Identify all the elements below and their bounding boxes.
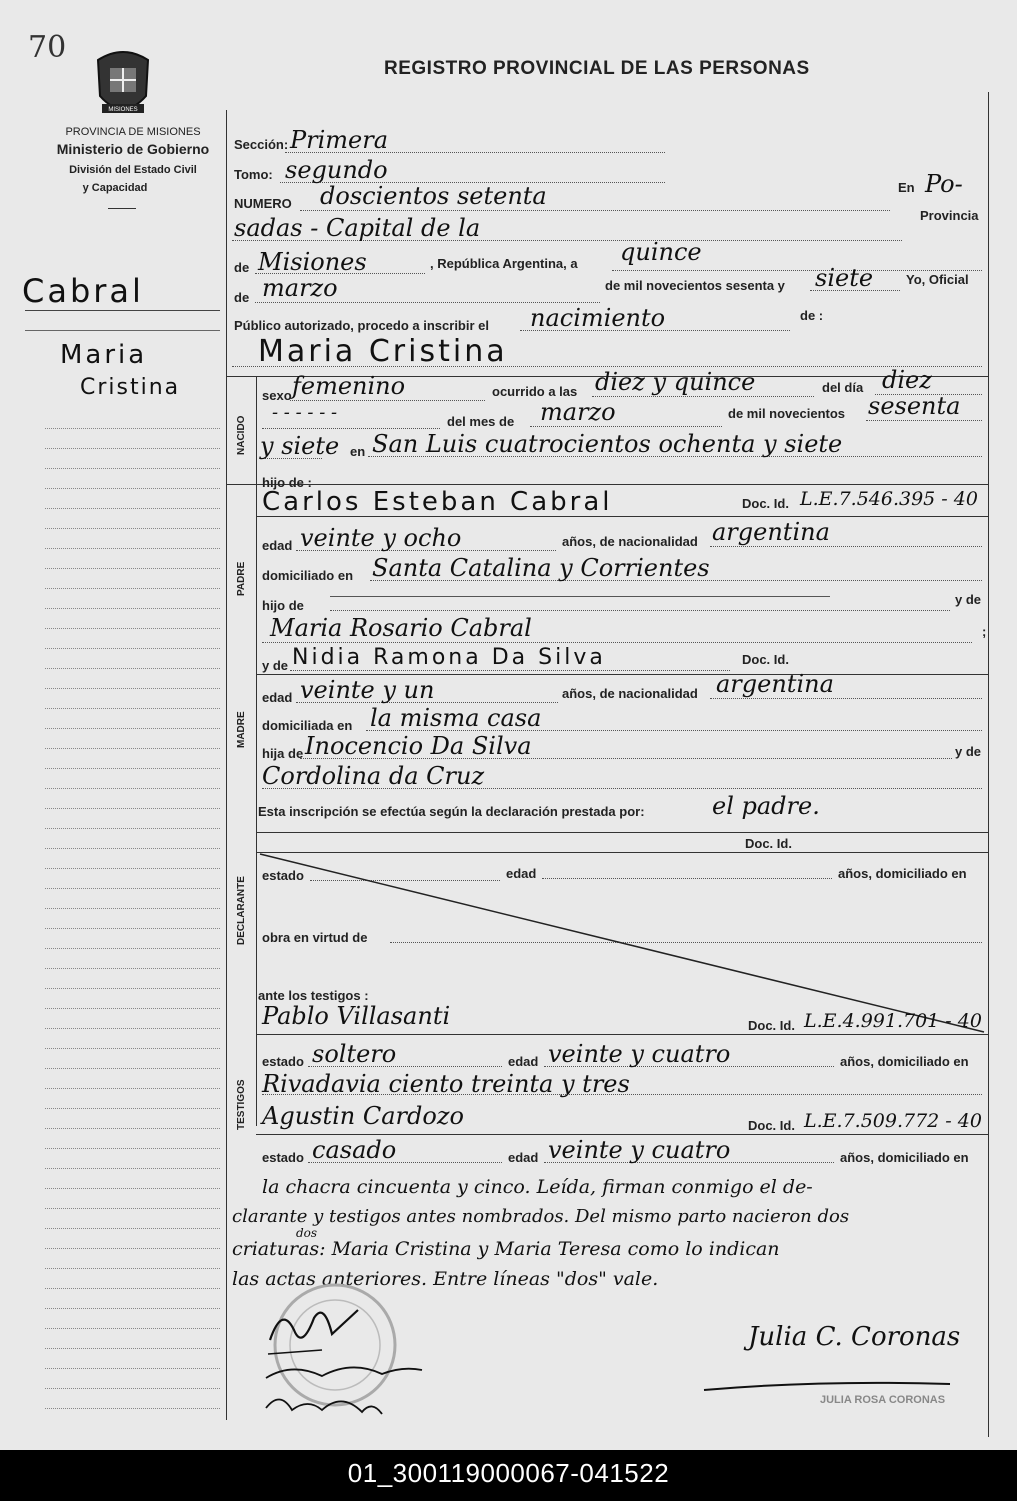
field-line [262,642,972,643]
value-anio-inscr: siete [815,264,874,292]
page-number: 70 [28,30,67,65]
value-acto: nacimiento [530,304,666,332]
register-title: REGISTRO PROVINCIAL DE LAS PERSONAS [384,58,810,79]
seal-text: MISIONES [108,107,138,113]
margin-line [45,748,220,749]
divider [256,1134,988,1135]
value-madre-nac: argentina [716,670,834,698]
label-inscripcion: Esta inscripción se efectúa según la declaración prestada por: [258,804,645,819]
label-madre-anios: años, de nacionalidad [562,686,698,701]
label-t1-doc: Doc. Id. [748,1018,795,1033]
margin-line [45,1068,220,1069]
field-line [710,546,982,547]
margin-line [45,1388,220,1389]
label-t2-estado: estado [262,1150,304,1165]
field-line [300,210,890,211]
margin-line [45,508,220,509]
field-line [592,396,814,397]
margin-given1: Maria [60,340,148,370]
value-lugar1: Po- [925,170,963,198]
label-yo-oficial: Yo, Oficial [906,272,969,287]
label-de: de [234,260,250,275]
field-line [290,670,730,671]
margin-line [45,648,220,649]
label-mil-novecientos: de mil novecientos sesenta y [605,278,785,293]
field-line [255,302,600,303]
margin-line [25,330,220,331]
signature-oficial: Julia C. Coronas [748,1322,961,1352]
margin-line [45,1088,220,1089]
signature-testigo2 [262,1384,392,1424]
value-declarante: el padre. [712,792,820,820]
value-abuelo-mat: Inocencio Da Silva [305,732,532,760]
value-lugar2: sadas - Capital de la [234,214,481,242]
label-ocurrido: ocurrido a las [492,384,578,399]
margin-line [45,1108,220,1109]
value-padre-nombre: Carlos Esteban Cabral [262,487,613,517]
margin-line [45,808,220,809]
label-decl-estado: estado [262,868,304,883]
margin-line [45,928,220,929]
official-name-stamp: JULIA ROSA CORONAS [820,1394,946,1406]
field-line [612,270,982,271]
value-madre-nombre: Nidia Ramona Da Silva [292,645,606,670]
margin-line [45,1308,220,1309]
value-testigo1-edad: veinte y cuatro [548,1040,731,1068]
coat-of-arms-seal [88,46,158,124]
divider [256,1034,988,1035]
value-lugar-nac: San Luis cuatrocientos ochenta y siete [372,430,843,458]
margin-line [45,1348,220,1349]
value-mes: marzo [540,398,616,426]
margin-line [25,310,220,311]
value-madre-dom: la misma casa [370,704,542,732]
label-del-mes: del mes de [447,414,515,429]
margin-line [45,428,220,429]
label-padre-anios: años, de nacionalidad [562,534,698,549]
signature-underline [700,1376,960,1396]
margin-line [45,1368,220,1369]
margin-line [45,848,220,849]
margin-line [45,548,220,549]
label-hijo-de2: hijo de [262,598,304,613]
value-mes-inscr: marzo [262,274,338,302]
value-numero: doscientos setenta [320,182,547,210]
value-abuela-mat: Cordolina da Cruz [262,762,485,790]
field-line [530,426,722,427]
value-anio-cont: y siete [260,432,340,460]
margin-line [45,1128,220,1129]
value-testigo1-estado: soltero [312,1040,397,1068]
margin-line [45,868,220,869]
value-testigo2-edad: veinte y cuatro [548,1136,731,1164]
value-padre-doc: L.E.7.546.395 - 40 [800,488,978,510]
label-del-dia: del día [822,380,864,395]
label-madre: MADRE [236,711,247,748]
label-t2-edad: edad [508,1150,539,1165]
margin-line [45,488,220,489]
margin-surname: Cabral [22,272,144,310]
margin-line [45,968,220,969]
margin-line [45,1248,220,1249]
margin-line [45,1328,220,1329]
org-capacity: y Capacidad [82,182,148,194]
label-padre-edad: edad [262,538,293,553]
label-t2-anios: años, domiciliado en [840,1150,969,1165]
margin-line [45,908,220,909]
label-de2: de [234,290,250,305]
margin-line [45,828,220,829]
margin-line [45,588,220,589]
label-madre-doc: Doc. Id. [742,652,789,667]
margin-line [45,988,220,989]
label-en2: en [350,444,366,459]
margin-line [45,1208,220,1209]
value-madre-edad: veinte y un [300,676,435,704]
field-line [710,698,982,699]
margin-line [45,1168,220,1169]
value-anio: sesenta [868,392,961,420]
note-line-1: la chacra cincuenta y cinco. Leída, firman conmigo el de- [262,1176,813,1198]
field-line [290,400,485,401]
field-line [330,596,830,597]
margin-line [45,1148,220,1149]
image-id-footer: 01_300119000067-041522 [0,1450,1017,1501]
field-line [330,610,950,611]
label-provincia: Provincia [920,208,979,223]
label-y-de3: y de [955,744,982,759]
value-dia: diez [882,366,932,394]
label-mil-nov2: de mil novecientos [728,406,846,421]
signature-declarante [262,1300,372,1360]
label-numero: NUMERO [234,196,292,211]
label-obra: obra en virtud de [262,930,368,945]
label-nacido: NACIDO [236,415,247,455]
margin-line [45,888,220,889]
value-testigo1-dom: Rivadavia ciento treinta y tres [262,1070,630,1098]
value-sexo: femenino [292,372,406,400]
value-padre-edad: veinte y ocho [300,524,462,552]
label-decl-anios: años, domiciliado en [838,866,967,881]
margin-line [45,1028,220,1029]
value-abuela-pat: Maria Rosario Cabral [270,614,532,642]
label-t2-doc: Doc. Id. [748,1118,795,1133]
margin-line [45,708,220,709]
label-declarante: DECLARANTE [236,876,247,945]
note-line-2: clarante y testigos antes nombrados. Del mismo parto nacieron dos [232,1206,850,1227]
note-insert: dos [296,1226,318,1240]
margin-line [45,788,220,789]
margin-line [45,568,220,569]
margin-line [45,528,220,529]
label-sexo: sexo [262,388,292,403]
value-provincia: Misiones [258,248,367,276]
label-en: En [898,180,915,195]
value-testigo1-doc: L.E.4.991.701 - 40 [804,1010,982,1032]
form-left-border [226,110,227,1420]
org-division: División del Estado Civil [69,164,197,176]
field-line [262,428,440,429]
label-t1-edad: edad [508,1054,539,1069]
field-line [866,420,982,421]
value-tomo: segundo [285,156,388,184]
value-testigo2-doc: L.E.7.509.772 - 40 [804,1110,982,1132]
margin-line [45,1408,220,1409]
label-hija-de: hija de [262,746,304,761]
label-ante: ante los testigos : [258,988,369,1003]
value-dia-inscr: quince [620,238,702,266]
margin-line [45,948,220,949]
divider [256,832,988,833]
value-seccion: Primera [290,126,389,154]
label-decl-edad: edad [506,866,537,881]
note-line-4: las actas anteriores. Entre líneas "dos" vale. [232,1268,659,1290]
value-hora: diez y quince [595,368,756,396]
label-padre-dom: domiciliado en [262,568,354,583]
label-t1-estado: estado [262,1054,304,1069]
margin-line [45,1288,220,1289]
value-nombre: Maria Cristina [258,334,508,369]
label-padre: PADRE [236,561,247,596]
label-tomo: Tomo: [234,167,273,182]
margin-line [45,768,220,769]
label-seccion: Sección: [234,137,289,152]
label-de-colon: de : [800,308,824,323]
value-testigo2-estado: casado [312,1136,397,1164]
value-testigo2: Agustin Cardozo [262,1102,464,1130]
divider [226,484,988,485]
value-padre-nac: argentina [712,518,830,546]
margin-line [45,688,220,689]
org-ministry: Ministerio de Gobierno [56,141,210,157]
margin-line [45,1008,220,1009]
org-rule [108,208,136,209]
margin-line [45,728,220,729]
org-province: PROVINCIA DE MISIONES [65,126,201,138]
label-hijo-de: hijo de : [262,475,312,490]
label-y-de: y de [955,592,982,607]
signature-testigo1 [262,1352,432,1388]
margin-line [45,628,220,629]
label-madre-dom: domiciliada en [262,718,353,733]
label-republica: , República Argentina, a [430,256,578,271]
margin-line [45,608,220,609]
label-decl-doc: Doc. Id. [745,836,792,851]
margin-line [45,668,220,669]
label-madre-edad: edad [262,690,293,705]
value-dia-cont: - - - - - - [272,402,338,423]
divider [256,674,988,675]
label-publico: Público autorizado, procedo a inscribir el [234,318,489,333]
label-testigos: TESTIGOS [236,1079,247,1130]
form-right-border [988,92,989,1437]
label-t1-anios: años, domiciliado en [840,1054,969,1069]
margin-line [45,448,220,449]
margin-given2: Cristina [80,375,181,400]
note-line-3: criaturas: Maria Cristina y Maria Teresa como lo indican [232,1238,780,1260]
margin-line [45,1188,220,1189]
margin-line [45,1228,220,1229]
margin-line [45,1268,220,1269]
value-testigo1: Pablo Villasanti [262,1002,451,1030]
margin-line [45,468,220,469]
label-semicolon: ; [982,624,987,639]
margin-line [45,1048,220,1049]
label-padre-doc: Doc. Id. [742,496,789,511]
label-y-de2: y de [262,658,289,673]
value-padre-dom: Santa Catalina y Corrientes [372,554,710,582]
